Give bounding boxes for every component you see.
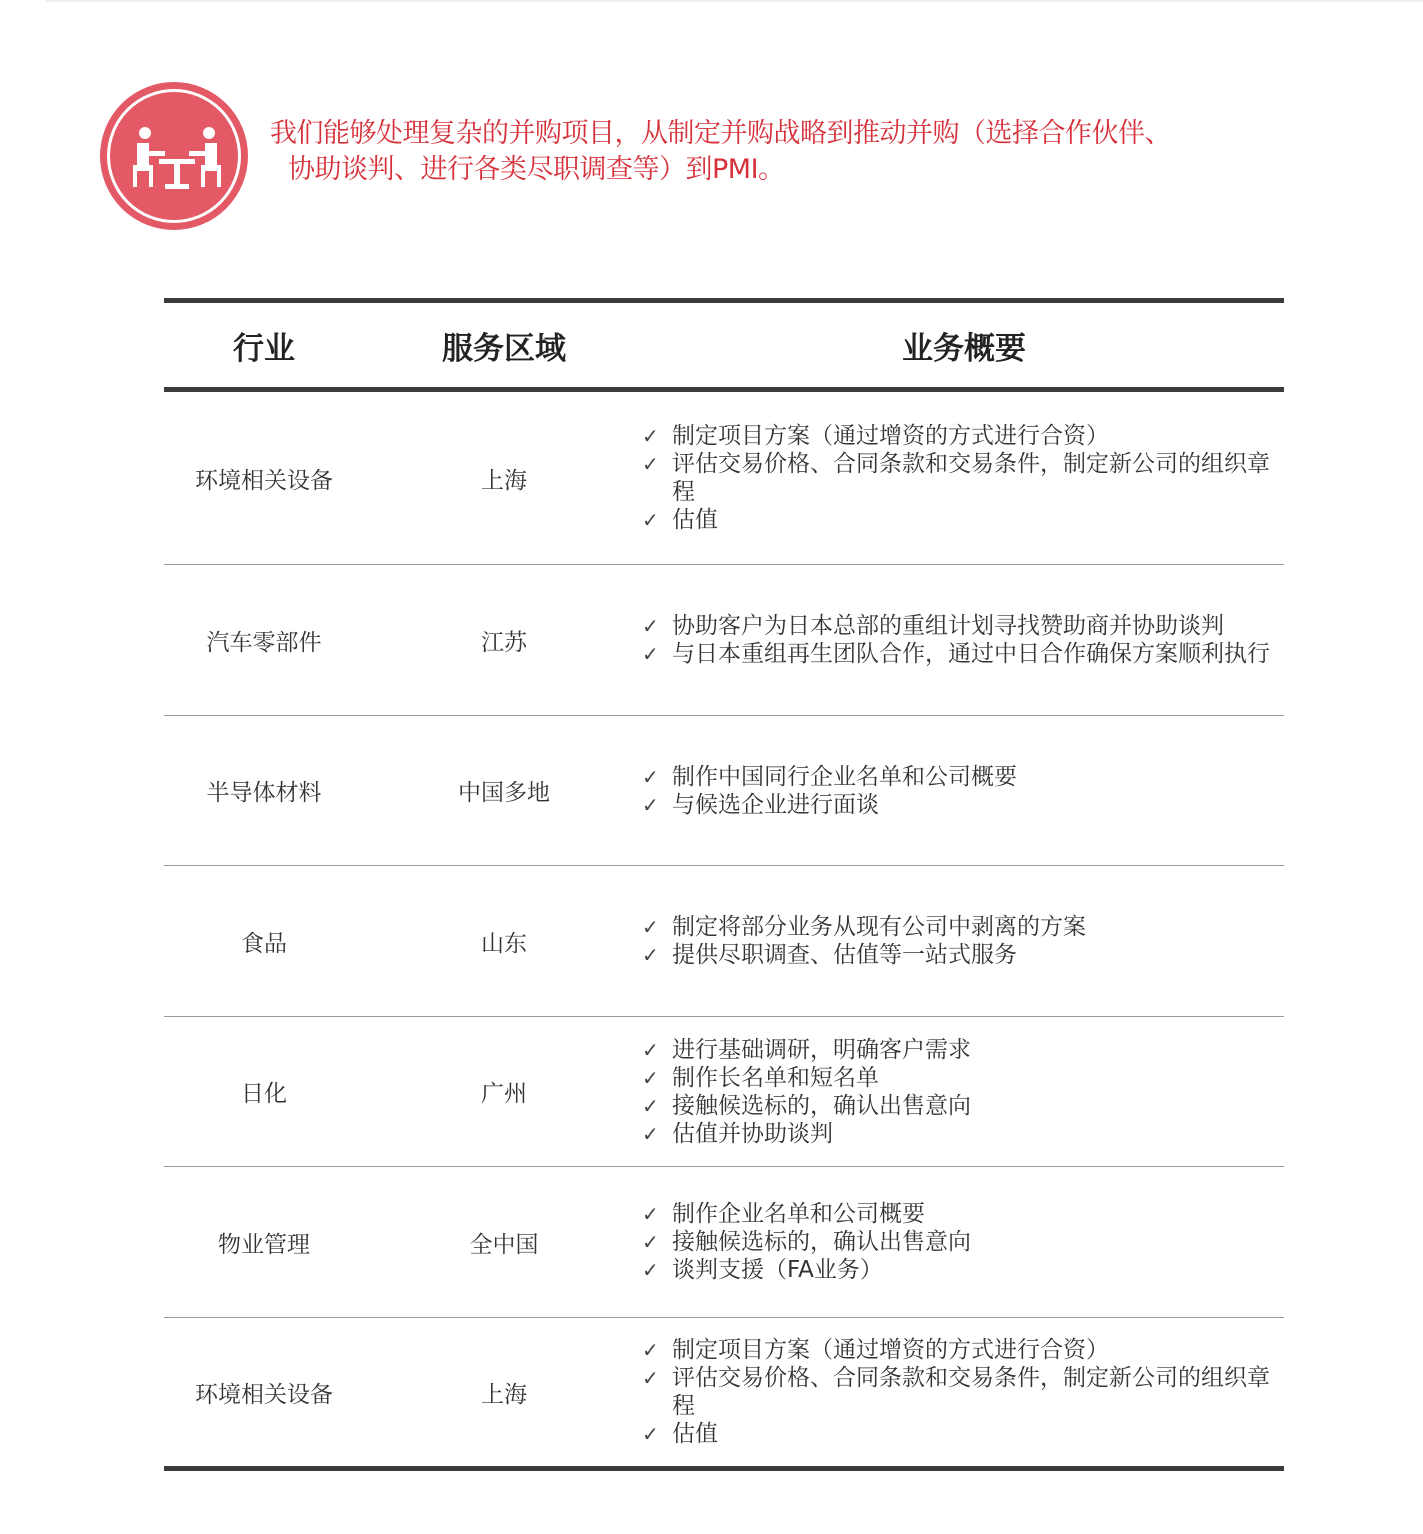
summary-item (642, 1200, 1272, 1228)
checkmark-icon: ✓ (642, 1121, 659, 1146)
checkmark-icon: ✓ (642, 508, 659, 532)
cell-industry: 汽车零部件 (206, 629, 322, 656)
checkmark-icon: ✓ (642, 1422, 659, 1446)
summary-list (642, 612, 1272, 668)
summary-item-text: 制作中国同行企业名单和公司概要 (672, 763, 1017, 790)
summary-item-text: 与日本重组再生团队合作，通过中日合作确保方案顺利执行 (672, 641, 1270, 667)
table-row (164, 866, 1284, 1017)
cell-summary (642, 913, 1282, 969)
intro-line-2: 协助谈判、进行各类尽职调查等）到PMI。 (288, 154, 785, 185)
checkmark-icon: ✓ (642, 1258, 659, 1282)
summary-item (642, 1364, 1272, 1420)
table-row (164, 392, 1284, 565)
summary-item (642, 791, 1272, 819)
checkmark-icon: ✓ (642, 943, 659, 967)
summary-item-text: 接触候选标的，确认出售意向 (672, 1229, 971, 1255)
summary-item-text: 评估交易价格、合同条款和交易条件，制定新公司的组织章程 (672, 451, 1270, 505)
summary-item (642, 450, 1272, 506)
table-body (164, 392, 1284, 1466)
summary-list (642, 913, 1272, 969)
checkmark-icon: ✓ (642, 1093, 659, 1118)
summary-item (642, 422, 1272, 450)
checkmark-icon: ✓ (642, 1202, 659, 1226)
checkmark-icon: ✓ (642, 1230, 659, 1254)
summary-item-text: 接触候选标的，确认出售意向 (672, 1092, 971, 1119)
summary-list (642, 1200, 1272, 1284)
summary-list (642, 422, 1272, 534)
cell-summary (642, 422, 1282, 534)
checkmark-icon: ✓ (642, 915, 659, 939)
table-header-row (164, 303, 1284, 387)
cell-region: 上海 (481, 467, 527, 494)
cell-summary (642, 1036, 1282, 1148)
checkmark-icon: ✓ (642, 792, 659, 817)
table-row (164, 1167, 1284, 1318)
summary-item (642, 1228, 1272, 1256)
checkmark-icon: ✓ (642, 1338, 659, 1362)
header-industry: 行业 (233, 330, 295, 367)
cell-summary (642, 763, 1282, 819)
summary-item (642, 1092, 1272, 1120)
summary-item (642, 941, 1272, 969)
table-row (164, 565, 1284, 716)
checkmark-icon: ✓ (642, 1065, 659, 1090)
summary-item (642, 1120, 1272, 1148)
summary-item-text: 制定项目方案（通过增资的方式进行合资） (672, 423, 1109, 449)
table-bottom-rule (164, 1466, 1284, 1471)
summary-item-text: 谈判支援（FA业务） (672, 1257, 883, 1283)
intro-text (270, 116, 1250, 188)
checkmark-icon: ✓ (642, 452, 659, 476)
checkmark-icon: ✓ (642, 1037, 659, 1062)
summary-list (642, 1336, 1272, 1448)
summary-item (642, 1064, 1272, 1092)
summary-item-text: 估值 (672, 1421, 718, 1447)
summary-item-text: 制作企业名单和公司概要 (672, 1201, 925, 1227)
cell-industry: 物业管理 (218, 1231, 310, 1258)
summary-item (642, 763, 1272, 791)
summary-item-text: 制定项目方案（通过增资的方式进行合资） (672, 1337, 1109, 1363)
summary-item (642, 1256, 1272, 1284)
summary-list (642, 763, 1272, 819)
summary-item (642, 506, 1272, 534)
cell-industry: 半导体材料 (206, 780, 322, 806)
table-row (164, 716, 1284, 866)
header-region: 服务区域 (442, 330, 566, 367)
cell-region: 中国多地 (458, 780, 550, 806)
summary-item (642, 640, 1272, 668)
cell-region: 广州 (481, 1081, 527, 1107)
summary-item-text: 提供尽职调查、估值等一站式服务 (672, 942, 1017, 968)
cell-region: 全中国 (469, 1231, 539, 1258)
cell-summary (642, 1200, 1282, 1284)
table-row (164, 1017, 1284, 1167)
summary-item-text: 进行基础调研，明确客户需求 (672, 1036, 971, 1063)
summary-item-text: 制定将部分业务从现有公司中剥离的方案 (672, 914, 1086, 940)
intro-section (100, 82, 1300, 230)
table-row (164, 1318, 1284, 1466)
cell-summary (642, 612, 1282, 668)
checkmark-icon: ✓ (642, 424, 659, 448)
summary-item-text: 制作长名单和短名单 (672, 1064, 879, 1091)
summary-item-text: 评估交易价格、合同条款和交易条件，制定新公司的组织章程 (672, 1365, 1270, 1419)
summary-item-text: 协助客户为日本总部的重组计划寻找赞助商并协助谈判 (672, 613, 1224, 639)
cell-summary (642, 1336, 1282, 1448)
checkmark-icon: ✓ (642, 642, 659, 666)
summary-item-text: 与候选企业进行面谈 (672, 791, 879, 818)
top-divider (46, 0, 1423, 2)
cell-industry: 环境相关设备 (195, 1381, 333, 1408)
summary-item (642, 1420, 1272, 1448)
summary-item-text: 估值并协助谈判 (672, 1120, 833, 1147)
intro-line-1: 我们能够处理复杂的并购项目，从制定并购战略到推动并购（选择合作伙伴、 (270, 118, 1171, 149)
cell-industry: 日化 (241, 1081, 287, 1107)
meeting-icon (100, 82, 248, 230)
summary-item (642, 913, 1272, 941)
summary-item-text: 估值 (672, 507, 718, 533)
summary-item (642, 1336, 1272, 1364)
header-summary: 业务概要 (902, 330, 1026, 367)
checkmark-icon: ✓ (642, 1366, 659, 1390)
cell-industry: 食品 (241, 930, 287, 957)
cell-region: 山东 (481, 930, 527, 957)
summary-item (642, 612, 1272, 640)
cell-region: 上海 (481, 1381, 527, 1408)
checkmark-icon: ✓ (642, 764, 659, 789)
cell-region: 江苏 (481, 629, 527, 656)
checkmark-icon: ✓ (642, 614, 659, 638)
summary-item (642, 1036, 1272, 1064)
cell-industry: 环境相关设备 (195, 467, 333, 494)
summary-list (642, 1036, 1272, 1148)
cases-table (164, 298, 1284, 1471)
